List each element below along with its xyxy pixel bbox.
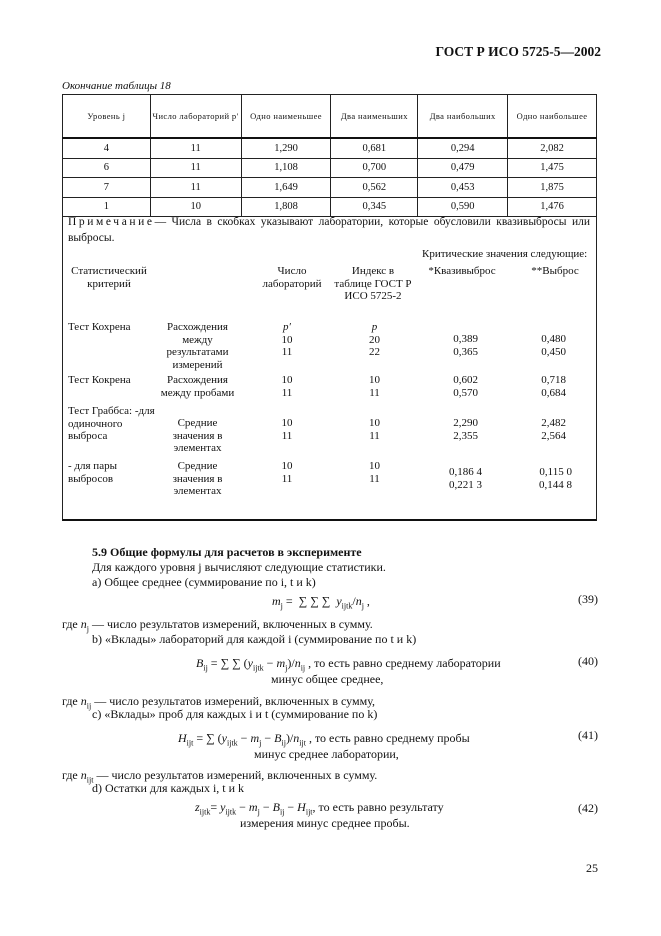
crit-index-value: 11	[369, 429, 380, 442]
item-d: d) Остатки для каждых i, t и k	[92, 781, 245, 795]
table-cell: 0,700	[331, 158, 418, 178]
crit-test: - для пары выбросов	[68, 460, 117, 485]
note-text: — Числа в скобках указывают лаборатории, которые обусловили квазивыбросы или выбросы.	[68, 216, 590, 244]
crit-quasi-value: 2,355	[453, 429, 478, 442]
eq-number-41: (41)	[578, 728, 598, 742]
section-intro: Для каждого уровня j вычисляют следующие статистики.	[92, 560, 386, 574]
col-header: Два наибольших	[418, 95, 508, 139]
col-criterion-header: Статистический критерий	[71, 265, 147, 290]
crit-labs-value: 11	[281, 472, 293, 485]
col-header: Одно наименьшее	[241, 95, 331, 139]
table-row	[63, 138, 597, 158]
crit-index-value: 11	[369, 472, 380, 485]
eq41-text1: , то есть равно среднему пробы	[308, 731, 470, 745]
crit-index	[352, 417, 397, 442]
crit-quasi	[430, 417, 478, 442]
crit-index-value: 11	[369, 386, 380, 399]
crit-labs-value: 11	[281, 346, 293, 358]
where-text: — число результатов измерений, включенных в сумму.	[92, 617, 373, 631]
crit-quasi	[430, 333, 478, 358]
results-table	[62, 94, 597, 217]
crit-quasi-value: 2,290	[453, 417, 478, 429]
eq42-text1: , то есть равно результату	[312, 800, 444, 814]
where-40: где $n_{ij}$ — число результатов измерений, включенных в сумму,	[62, 694, 376, 711]
table-cell: 6	[63, 158, 151, 178]
crit-desc: Средние значения в элементах	[172, 460, 223, 497]
crit-quasi-value: 0,570	[453, 386, 478, 399]
crit-outlier-value: 0,115 0	[539, 466, 572, 478]
crit-outlier-value: 0,480	[541, 333, 566, 345]
table-cell: 0,479	[418, 158, 508, 178]
where-word: где	[62, 768, 78, 782]
crit-outlier	[520, 374, 566, 399]
table-cell: 0,562	[331, 178, 418, 198]
crit-labs-value: 11	[281, 386, 293, 399]
crit-labs-value: 10	[281, 374, 293, 386]
crit-desc: Средние значения в элементах	[172, 417, 223, 454]
table-cell: 4	[63, 138, 151, 158]
where-text: — число результатов измерений, включенных в сумму,	[94, 694, 376, 708]
crit-quasi-value: 0,389	[453, 333, 478, 345]
crit-quasi	[430, 466, 482, 491]
crit-index-value: 10	[369, 417, 380, 429]
page-number: 25	[586, 861, 598, 875]
crit-labs-value: p′	[283, 321, 291, 333]
table-cell: 1,475	[508, 158, 597, 178]
page-header: ГОСТ Р ИСО 5725-5—2002	[435, 44, 601, 59]
col-quasi-header: *Квазивыброс	[428, 265, 496, 277]
section-title: 5.9 Общие формулы для расчетов в эксперименте	[92, 545, 362, 559]
eq-number-42: (42)	[578, 801, 598, 815]
crit-test: Тест Кокрена	[68, 374, 131, 386]
table-row	[63, 158, 597, 178]
crit-index	[352, 321, 397, 359]
col-labs-header: Число лабораторий	[262, 265, 322, 290]
table-cell: 10	[150, 197, 241, 217]
crit-outlier-value: 0,144 8	[539, 478, 572, 491]
formula-41: $H_{ijt}$ = ∑ $(y_{ijtk} - m_j - B_{ij})/n_{ijt}$ , то есть равно среднему пробы	[178, 731, 470, 748]
crit-index-value: 10	[369, 374, 380, 386]
eq42-text2: измерения минус среднее пробы.	[240, 816, 410, 830]
note-label: Примечание	[68, 216, 155, 228]
crit-index	[352, 374, 397, 399]
crit-outlier-value: 2,482	[541, 417, 566, 429]
col-header: Уровень j	[63, 95, 151, 139]
crit-index-value: p	[371, 321, 378, 333]
crit-labs-value: 10	[281, 460, 293, 472]
table-cell: 0,453	[418, 178, 508, 198]
crit-outlier-value: 2,564	[541, 429, 566, 442]
crit-desc: Расхождения между результатами измерений	[166, 321, 229, 371]
table-cell: 7	[63, 178, 151, 198]
eq40-text1: , то есть равно среднему лаборатории	[308, 656, 501, 670]
col-header: Одно наибольшее	[508, 95, 597, 139]
item-a: а) Общее среднее (суммирование по i, t и k)	[92, 575, 316, 589]
crit-test: Тест Граббса: -для одиночного выброса	[68, 405, 155, 442]
table-cell: 1	[63, 197, 151, 217]
eq40-text2: минус общее среднее,	[271, 672, 384, 686]
table-cell: 1,649	[241, 178, 331, 198]
crit-labs	[262, 321, 312, 359]
crit-outlier-value: 0,450	[541, 345, 566, 358]
crit-labs	[262, 374, 312, 399]
table-cell: 1,108	[241, 158, 331, 178]
where-41: где $n_{ijt}$ — число результатов измерений, включенных в сумму.	[62, 768, 378, 785]
where-39: где $n_j$ — число результатов измерений, включенных в сумму.	[62, 617, 373, 634]
table-cell: 11	[150, 178, 241, 198]
table-cell: 2,082	[508, 138, 597, 158]
table-header-row	[63, 95, 597, 139]
crit-index-value: 10	[369, 460, 380, 472]
table-cell: 1,808	[241, 197, 331, 217]
table-cell: 0,294	[418, 138, 508, 158]
crit-outlier	[520, 333, 566, 358]
table-cell: 0,681	[331, 138, 418, 158]
crit-outlier	[520, 466, 572, 491]
col-index-header: Индекс в таблице ГОСТ Р ИСО 5725-2	[334, 265, 412, 302]
critical-values-title: Критические значения следующие:	[422, 248, 588, 260]
where-word: где	[62, 617, 78, 631]
col-header: Два наименьших	[331, 95, 418, 139]
formula-40: $B_{ij}$ = ∑ ∑ $(y_{ijtk} - m_j)/n_{ij}$ , то есть равно среднему лаборатории	[196, 656, 501, 673]
table-cell: 11	[150, 158, 241, 178]
item-c: с) «Вклады» проб для каждых i и t (суммирование по k)	[92, 707, 378, 721]
table-cell: 1,476	[508, 197, 597, 217]
crit-labs	[262, 460, 312, 485]
crit-desc: Расхождения между пробами	[160, 374, 235, 399]
crit-outlier	[520, 417, 566, 442]
where-word: где	[62, 694, 78, 708]
crit-outlier-value: 0,684	[541, 386, 566, 399]
crit-labs-value: 10	[281, 333, 293, 346]
crit-quasi	[430, 374, 478, 399]
formula-39: $m_j$ = ∑ ∑ ∑ $y_{ijtk}/n_j$ ,	[272, 594, 370, 611]
eq41-text2: минус среднее лаборатории,	[254, 747, 399, 761]
crit-quasi-value: 0,365	[453, 345, 478, 358]
table-row	[63, 178, 597, 198]
eq-number-40: (40)	[578, 654, 598, 668]
crit-quasi-value: 0,186 4	[449, 466, 482, 478]
table-cell: 1,290	[241, 138, 331, 158]
crit-labs-value: 11	[281, 429, 293, 442]
table-cell: 0,345	[331, 197, 418, 217]
crit-index-value: 22	[369, 346, 380, 358]
table-cell: 1,875	[508, 178, 597, 198]
table-caption: Окончание таблицы 18	[62, 80, 171, 92]
formula-42: $z_{ijtk}= y_{ijtk} - m_j - B_{ij} - H_{ijt}$, то есть равно результату	[195, 800, 444, 817]
crit-test: Тест Кохрена	[68, 321, 131, 333]
col-outlier-header: **Выброс	[531, 265, 579, 277]
item-b: b) «Вклады» лабораторий для каждой i (суммирование по t и k)	[92, 632, 417, 646]
col-header: Число лабораторий p′	[150, 95, 241, 139]
eq-number-39: (39)	[578, 592, 598, 606]
table-cell: 11	[150, 138, 241, 158]
crit-quasi-value: 0,602	[453, 374, 478, 386]
crit-labs	[262, 417, 312, 442]
crit-index	[352, 460, 397, 485]
crit-quasi-value: 0,221 3	[449, 478, 482, 491]
where-text: — число результатов измерений, включенных в сумму.	[96, 768, 378, 782]
crit-labs-value: 10	[281, 417, 293, 429]
crit-index-value: 20	[369, 333, 380, 346]
table-note	[68, 214, 590, 246]
table-cell: 0,590	[418, 197, 508, 217]
crit-outlier-value: 0,718	[541, 374, 566, 386]
